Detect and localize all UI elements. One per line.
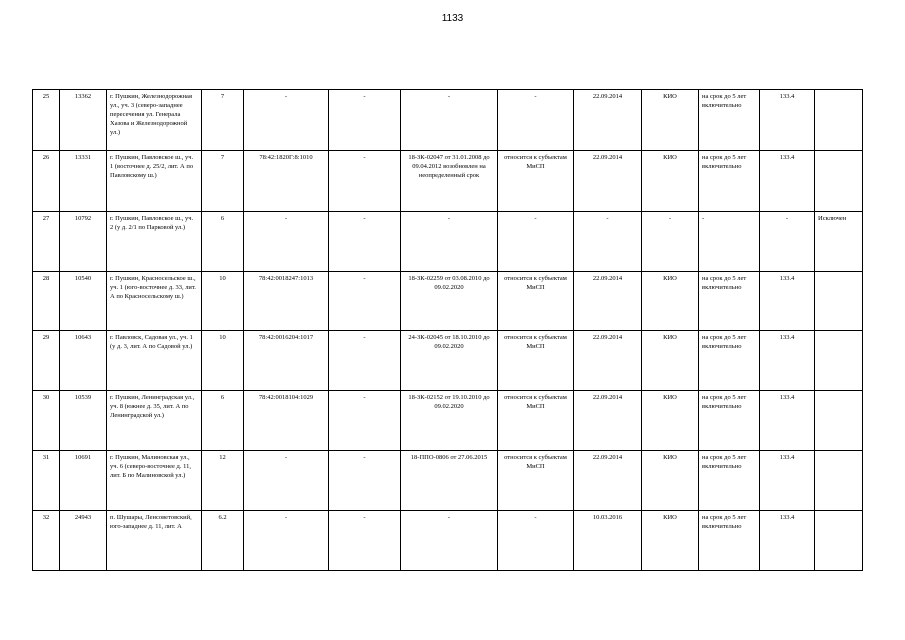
row-number-cell: 28 (33, 271, 60, 331)
registry-id-cell: 10643 (60, 331, 107, 391)
note-cell (815, 90, 863, 151)
column-6-cell: - (329, 331, 401, 391)
row-number-cell: 32 (33, 511, 60, 571)
column-6-cell: - (329, 211, 401, 271)
cadastral-number-cell: 78:42:0016204:1017 (244, 331, 329, 391)
authority-cell: - (642, 211, 699, 271)
column-6-cell: - (329, 511, 401, 571)
note-cell (815, 271, 863, 331)
area-cell: 7 (202, 150, 244, 211)
smb-status-cell: - (498, 511, 574, 571)
area-cell: 12 (202, 451, 244, 511)
date-cell: - (574, 211, 642, 271)
registry-id-cell: 10540 (60, 271, 107, 331)
date-cell: 22.09.2014 (574, 90, 642, 151)
cadastral-number-cell: - (244, 90, 329, 151)
smb-status-cell: - (498, 90, 574, 151)
document-reference-cell: 18-ЗК-02152 от 19.10.2010 до 09.02.2020 (401, 391, 498, 451)
row-number-cell: 29 (33, 331, 60, 391)
authority-cell: КИО (642, 391, 699, 451)
document-reference-cell: 18-ЗК-02047 от 31.01.2008 до 09.04.2012 возобновлен на неопределенный срок (401, 150, 498, 211)
authority-cell: КИО (642, 150, 699, 211)
area-cell: 7 (202, 90, 244, 151)
document-reference-cell: - (401, 211, 498, 271)
cadastral-number-cell: - (244, 451, 329, 511)
date-cell: 22.09.2014 (574, 150, 642, 211)
address-cell: г. Пушкин, Павловское ш., уч. 2 (у д. 2/1 по Парковой ул.) (107, 211, 202, 271)
date-cell: 10.03.2016 (574, 511, 642, 571)
smb-status-cell: относится к субъектам МиСП (498, 391, 574, 451)
column-6-cell: - (329, 271, 401, 331)
area-cell: 6 (202, 391, 244, 451)
term-cell: на срок до 5 лет включительно (699, 511, 760, 571)
term-cell: на срок до 5 лет включительно (699, 90, 760, 151)
row-number-cell: 27 (33, 211, 60, 271)
rate-cell: 133.4 (760, 451, 815, 511)
date-cell: 22.09.2014 (574, 451, 642, 511)
term-cell: на срок до 5 лет включительно (699, 271, 760, 331)
column-6-cell: - (329, 391, 401, 451)
address-cell: г. Пушкин, Павловское ш., уч. 1 (восточнее д. 25/2, лит. А по Павловскому ш.) (107, 150, 202, 211)
rate-cell: 133.4 (760, 90, 815, 151)
page-number: 1133 (441, 13, 464, 24)
date-cell: 22.09.2014 (574, 271, 642, 331)
term-cell: - (699, 211, 760, 271)
address-cell: п. Шушары, Ленсоветовский, юго-западнее д. 11, лит. А (107, 511, 202, 571)
registry-id-cell: 24943 (60, 511, 107, 571)
date-cell: 22.09.2014 (574, 391, 642, 451)
address-cell: г. Павловск, Садовая ул., уч. 1 (у д. 3, лит. А по Садовой ул.) (107, 331, 202, 391)
row-number-cell: 25 (33, 90, 60, 151)
document-reference-cell: 18-ЗК-02259 от 03.08.2010 до 09.02.2020 (401, 271, 498, 331)
term-cell: на срок до 5 лет включительно (699, 150, 760, 211)
rate-cell: 133.4 (760, 331, 815, 391)
column-6-cell: - (329, 150, 401, 211)
note-cell (815, 150, 863, 211)
smb-status-cell: относится к субъектам МиСП (498, 271, 574, 331)
area-cell: 6 (202, 211, 244, 271)
smb-status-cell: - (498, 211, 574, 271)
row-number-cell: 31 (33, 451, 60, 511)
address-cell: г. Пушкин, Ленинградская ул., уч. 8 (южнее д. 35, лит. А по Ленинградской ул.) (107, 391, 202, 451)
registry-id-cell: 10539 (60, 391, 107, 451)
cadastral-number-cell: 78:42:0018247:1013 (244, 271, 329, 331)
table-row (33, 391, 863, 451)
address-cell: г. Пушкин, Красносельское ш., уч. 1 (юго-восточнее д. 33, лит. А по Красносельскому ш.) (107, 271, 202, 331)
table-row (33, 271, 863, 331)
document-reference-cell: 24-ЗК-02045 от 18.10.2010 до 09.02.2020 (401, 331, 498, 391)
area-cell: 10 (202, 271, 244, 331)
cadastral-number-cell: - (244, 511, 329, 571)
area-cell: 6.2 (202, 511, 244, 571)
authority-cell: КИО (642, 511, 699, 571)
document-reference-cell: - (401, 511, 498, 571)
cadastral-number-cell: 78:42:0018104:1029 (244, 391, 329, 451)
note-cell (815, 331, 863, 391)
note-cell (815, 451, 863, 511)
row-number-cell: 30 (33, 391, 60, 451)
table-row (33, 211, 863, 271)
authority-cell: КИО (642, 271, 699, 331)
column-6-cell: - (329, 90, 401, 151)
term-cell: на срок до 5 лет включительно (699, 391, 760, 451)
rate-cell: - (760, 211, 815, 271)
date-cell: 22.09.2014 (574, 331, 642, 391)
table-row (33, 451, 863, 511)
rate-cell: 133.4 (760, 511, 815, 571)
area-cell: 10 (202, 331, 244, 391)
authority-cell: КИО (642, 451, 699, 511)
cadastral-number-cell: - (244, 211, 329, 271)
cadastral-number-cell: 78:42:1820Г:8:1010 (244, 150, 329, 211)
table-row (33, 150, 863, 211)
rate-cell: 133.4 (760, 150, 815, 211)
row-number-cell: 26 (33, 150, 60, 211)
authority-cell: КИО (642, 331, 699, 391)
smb-status-cell: относится к субъектам МиСП (498, 451, 574, 511)
address-cell: г. Пушкин, Малиновская ул., уч. 6 (северо-восточнее д. 11, лит. Б по Малиновской ул.) (107, 451, 202, 511)
registry-id-cell: 13362 (60, 90, 107, 151)
table-row (33, 90, 863, 151)
registry-id-cell: 10792 (60, 211, 107, 271)
address-cell: г. Пушкин, Железнодорожная ул., уч. 3 (северо-западнее пересечения ул. Генерала Хазова и Железнодорожной ул.) (107, 90, 202, 151)
rate-cell: 133.4 (760, 391, 815, 451)
registry-table (32, 89, 863, 571)
table-row (33, 511, 863, 571)
registry-id-cell: 10691 (60, 451, 107, 511)
document-reference-cell: - (401, 90, 498, 151)
note-cell (815, 391, 863, 451)
smb-status-cell: относится к субъектам МиСП (498, 150, 574, 211)
document-reference-cell: 18-ППО-0806 от 27.06.2015 (401, 451, 498, 511)
authority-cell: КИО (642, 90, 699, 151)
term-cell: на срок до 5 лет включительно (699, 331, 760, 391)
rate-cell: 133.4 (760, 271, 815, 331)
smb-status-cell: относится к субъектам МиСП (498, 331, 574, 391)
registry-id-cell: 13331 (60, 150, 107, 211)
table-row (33, 331, 863, 391)
note-cell: Исключен (815, 211, 863, 271)
term-cell: на срок до 5 лет включительно (699, 451, 760, 511)
note-cell (815, 511, 863, 571)
column-6-cell: - (329, 451, 401, 511)
